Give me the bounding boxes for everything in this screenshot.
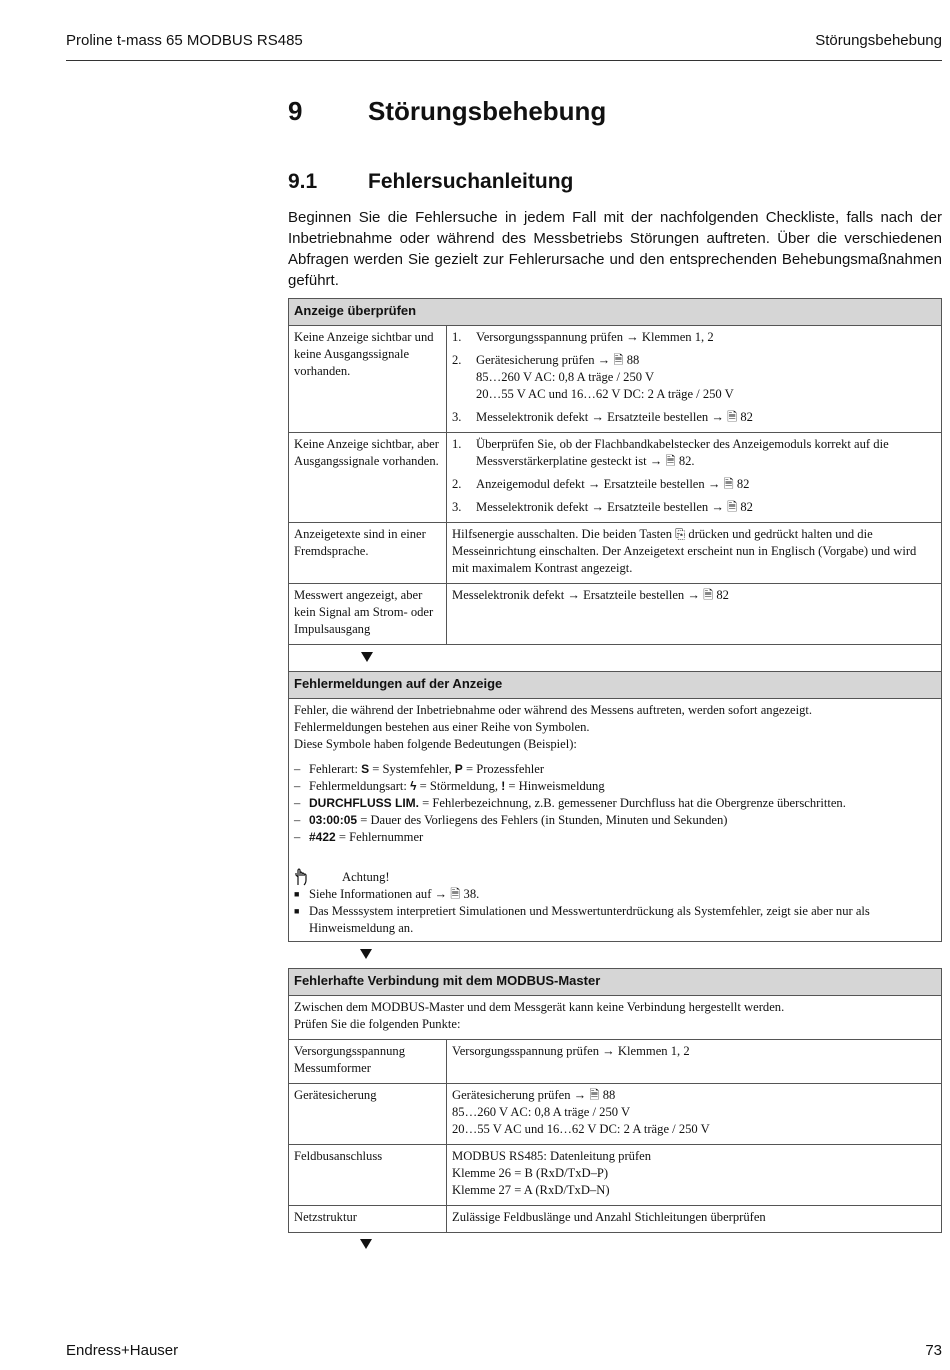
page-number: 73 (925, 1342, 942, 1359)
action-cell: MODBUS RS485: Datenleitung prüfen Klemme 26 = B (RxD/TxD–P) Klemme 27 = A (RxD/TxD–N) (447, 1145, 942, 1206)
header-rule (66, 60, 942, 61)
body-line: Fehler, die während der Inbetriebnahme oder während des Messens auftreten, werden sofort angezeigt. (294, 703, 813, 717)
body-line: Zwischen dem MODBUS-Master und dem Messgerät kann keine Verbindung hergestellt werden. (294, 1000, 785, 1014)
action-cell (447, 433, 942, 523)
action-cell: Versorgungsspannung prüfen → Klemmen 1, 2 (447, 1040, 942, 1084)
condition-cell: Keine Anzeige sichtbar und keine Ausgangssignale vorhanden. (289, 326, 447, 433)
condition-cell: Anzeigetexte sind in einer Fremdsprache. (289, 523, 447, 584)
intro-paragraph: Beginnen Sie die Fehlersuche in jedem Fall mit der nachfolgenden Checkliste, falls nach der Inbetriebnahme oder während des Messbetriebs Störungen auftreten. Über die verschiedenen Abfragen werden Sie gezielt zur Fehlerursache und den entsprechenden Behebungsmaßnahmen geführt. (288, 209, 942, 289)
check-display-block (288, 298, 942, 1255)
flow-arrow (288, 645, 942, 671)
step-text: Gerätesicherung prüfen → 🗎 88 (476, 353, 640, 367)
action-cell: Hilfsenergie ausschalten. Die beiden Tasten ⎘ drücken und gedrückt halten und die Messeinrichtung einschalten. Der Anzeigetext erscheint nun in Englisch (Vorgabe) und wird mit maximalem Kontrast angezeigt. (447, 523, 942, 584)
action-cell: Messelektronik defekt → Ersatzteile bestellen → 🗎 82 (447, 584, 942, 645)
flow-arrow (288, 1233, 942, 1255)
condition-cell: Keine Anzeige sichtbar, aber Ausgangssignale vorhanden. (289, 433, 447, 523)
flow-arrow (288, 942, 942, 968)
list-item: ■ Das Messsystem interpretiert Simulationen und Messwertunterdrückung als Systemfehler, zeigt sie aber nur als Hinweismeldung an. (294, 904, 870, 935)
section-heading (288, 170, 573, 194)
body-line: Diese Symbole haben folgende Bedeutungen (Beispiel): (294, 737, 577, 751)
step-number: 2. (452, 353, 462, 367)
condition-cell: Gerätesicherung (289, 1084, 447, 1145)
table-row (289, 326, 942, 433)
error-messages-table (288, 671, 942, 942)
hand-icon (294, 868, 310, 886)
table-row (289, 1206, 942, 1233)
table-row (289, 1084, 942, 1145)
condition-cell: Messwert angezeigt, aber kein Signal am Strom- oder Impulsausgang (289, 584, 447, 645)
list-item: – DURCHFLUSS LIM. = Fehlerbezeichnung, z.B. gemessener Durchfluss hat die Obergrenze überschritten. (294, 796, 846, 810)
list-item: – 03:00:05 = Dauer des Vorliegens des Fehlers (in Stunden, Minuten und Sekunden) (294, 813, 728, 827)
section-number: 9.1 (288, 170, 318, 193)
condition-cell: Feldbusanschluss (289, 1145, 447, 1206)
running-header-right: Störungsbehebung (815, 32, 942, 49)
step-number: 3. (452, 410, 462, 424)
condition-cell: Netzstruktur (289, 1206, 447, 1233)
down-triangle-icon (361, 652, 373, 662)
step-number: 2. (452, 477, 462, 491)
table-row (289, 523, 942, 584)
action-cell: Zulässige Feldbuslänge und Anzahl Stichleitungen überprüfen (447, 1206, 942, 1233)
section-title: Fehlersuchanleitung (368, 170, 574, 193)
chapter-title: Störungsbehebung (368, 96, 607, 126)
down-triangle-icon (360, 949, 372, 959)
running-header-left: Proline t-mass 65 MODBUS RS485 (66, 32, 303, 49)
condition-cell: Versorgungsspannung Messumformer (289, 1040, 447, 1084)
list-item: – Fehlerart: S = Systemfehler, P = Prozessfehler (294, 762, 545, 776)
step-text: Messelektronik defekt → Ersatzteile bestellen → 🗎 82 (476, 500, 753, 514)
step-text: 20…55 V AC und 16…62 V DC: 2 A träge / 250 V (476, 387, 734, 401)
step-text: Versorgungsspannung prüfen → Klemmen 1, 2 (476, 330, 714, 344)
action-cell: Gerätesicherung prüfen → 🗎 88 85…260 V AC: 0,8 A träge / 250 V 20…55 V AC und 16…62 V DC: 2 A träge / 250 V (447, 1084, 942, 1145)
caution-title: Achtung! (342, 870, 390, 884)
step-number: 1. (452, 437, 462, 451)
step-text: Messelektronik defekt → Ersatzteile bestellen → 🗎 82 (476, 410, 753, 424)
step-number: 3. (452, 500, 462, 514)
table-header: Anzeige überprüfen (289, 299, 942, 326)
list-item: – Fehlermeldungsart: ϟ = Störmeldung, ! = Hinweismeldung (294, 779, 605, 793)
footer-brand: Endress+Hauser (66, 1342, 179, 1359)
list-item: – #422 = Fehlernummer (294, 830, 424, 844)
body-line: Prüfen Sie die folgenden Punkte: (294, 1017, 461, 1031)
action-cell (447, 326, 942, 433)
table-row (289, 584, 942, 645)
table-header: Fehlerhafte Verbindung mit dem MODBUS-Master (289, 969, 942, 996)
caution-note (294, 868, 936, 886)
step-text: Anzeigemodul defekt → Ersatzteile bestellen → 🗎 82 (476, 477, 750, 491)
modbus-connection-table (288, 968, 942, 1233)
down-triangle-icon (360, 1239, 372, 1249)
check-display-table (288, 298, 942, 645)
table-row (289, 1040, 942, 1084)
table-row (289, 433, 942, 523)
step-text: Überprüfen Sie, ob der Flachbandkabelstecker des Anzeigemoduls korrekt auf die Messverstärkerplatine gesteckt ist → 🗎 82. (476, 437, 889, 468)
chapter-number: 9 (288, 96, 303, 126)
table-header: Fehlermeldungen auf der Anzeige (289, 672, 942, 699)
chapter-heading (288, 96, 606, 127)
table-row (289, 1145, 942, 1206)
error-messages-body (289, 699, 942, 942)
body-line: Fehlermeldungen bestehen aus einer Reihe von Symbolen. (294, 720, 590, 734)
step-text: 85…260 V AC: 0,8 A träge / 250 V (476, 370, 655, 384)
modbus-intro (289, 996, 942, 1040)
list-item: ■ Siehe Informationen auf → 🗎 38. (294, 887, 480, 901)
step-number: 1. (452, 330, 462, 344)
